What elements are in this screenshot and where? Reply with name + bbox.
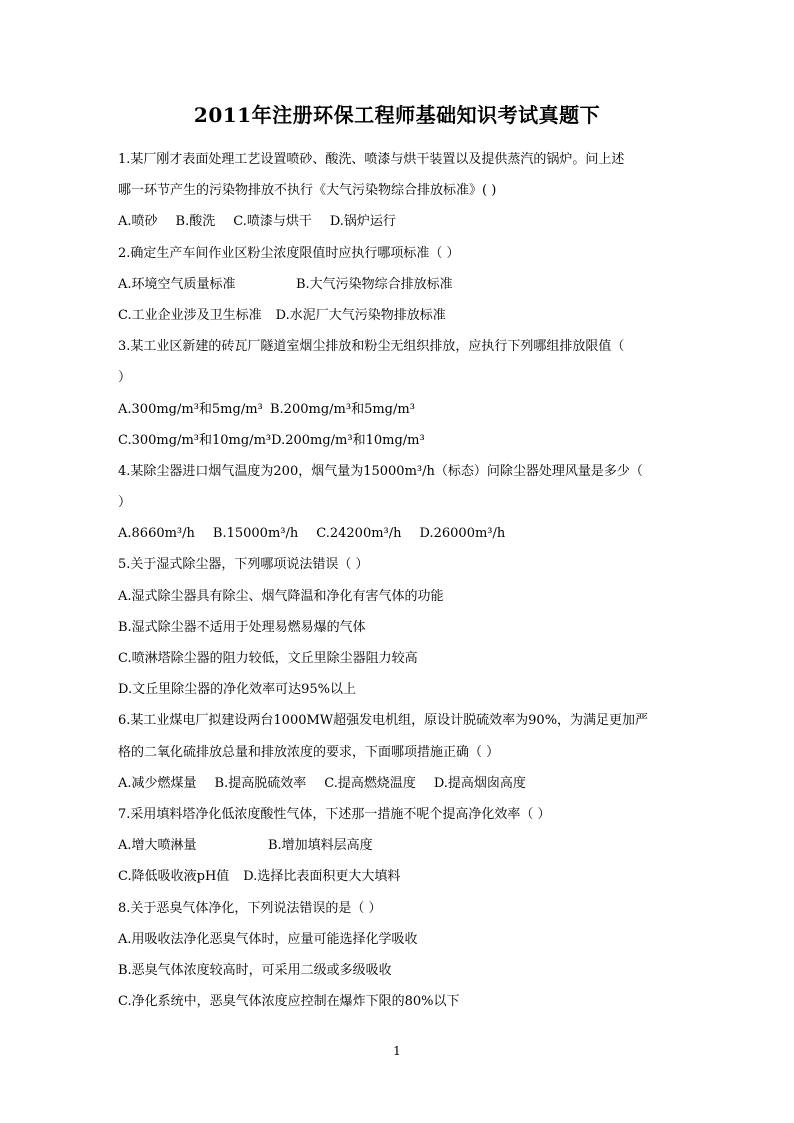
question-7-option-d: D.选择比表面积更大大填料 <box>243 869 401 885</box>
question-3-stem-line2: ） <box>118 370 132 386</box>
question-7-options-row2 <box>118 861 678 892</box>
question-4-option-a: A.8660m³/h <box>118 526 195 542</box>
question-3-stem-line1: 3.某工业区新建的砖瓦厂隧道室烟尘排放和粉尘无组织排放，应执行下列哪组排放限值（ <box>118 339 625 355</box>
question-4-option-c: C.24200m³/h <box>316 526 402 542</box>
question-6-options <box>118 768 678 799</box>
question-3-option-d: D.200mg/m³和10mg/m³ <box>271 432 425 448</box>
question-5-option-b: B.湿式除尘器不适用于处理易燃易爆的气体 <box>118 619 366 635</box>
question-1-option-a: A.喷砂 <box>118 214 158 230</box>
question-2-option-d: D.水泥厂大气污染物排放标准 <box>275 307 446 323</box>
question-4-stem-line2: ） <box>118 495 132 511</box>
question-8-stem: 8.关于恶臭气体净化，下列说法错误的是（ ） <box>118 900 382 916</box>
question-2-stem: 2.确定生产车间作业区粉尘浓度限值时应执行哪项标准（ ） <box>118 245 460 261</box>
question-4-stem-line1: 4.某除尘器进口烟气温度为200，烟气量为15000m³/h（标态）问除尘器处理风量是多少（ <box>118 463 643 479</box>
question-7-options-row1 <box>118 830 678 861</box>
question-6-stem-line1: 6.某工业煤电厂拟建设两台1000MW超强发电机组，原设计脱硫效率为90%，为满足更加严 <box>118 713 649 729</box>
question-7-option-b: B.增加填料层高度 <box>268 838 373 854</box>
question-5-option-d: D.文丘里除尘器的净化效率可达95%以上 <box>118 682 356 698</box>
question-7-option-c: C.降低吸收液pH值 <box>118 869 230 885</box>
question-2-options-row1 <box>118 269 678 300</box>
question-list <box>118 144 678 1017</box>
question-2-options-row2 <box>118 300 678 331</box>
question-6-option-d: D.提高烟囱高度 <box>433 775 526 791</box>
page-title: 2011年注册环保工程师基础知识考试真题下 <box>193 103 601 127</box>
question-3-option-c: C.300mg/m³和10mg/m³ <box>118 432 272 448</box>
question-8-option-c: C.净化系统中，恶臭气体浓度应控制在爆炸下限的80%以下 <box>118 994 460 1010</box>
question-5-option-a: A.湿式除尘器具有除尘、烟气降温和净化有害气体的功能 <box>118 588 444 604</box>
question-1-option-c: C.喷漆与烘干 <box>233 214 312 230</box>
question-4-option-b: B.15000m³/h <box>212 526 299 542</box>
question-7-stem: 7.采用填料塔净化低浓度酸性气体，下述那一措施不呢个提高净化效率（ ） <box>118 806 551 822</box>
question-3-options-row2 <box>118 425 678 456</box>
question-8-option-a: A.用吸收法净化恶臭气体时，应量可能选择化学吸收 <box>118 931 418 947</box>
question-4-options <box>118 518 678 549</box>
question-3-options-row1 <box>118 394 678 425</box>
question-6-option-a: A.减少燃煤量 <box>118 775 197 791</box>
question-1-stem-line2: 哪一环节产生的污染物排放不执行《大气污染物综合排放标准》( ) <box>118 183 497 199</box>
question-2-option-b: B.大气污染物综合排放标准 <box>296 276 453 292</box>
question-2-option-c: C.工业企业涉及卫生标准 <box>118 307 262 323</box>
question-1-option-d: D.锅炉运行 <box>329 214 396 230</box>
question-5-stem: 5.关于湿式除尘器，下列哪项说法错误（ ） <box>118 557 369 573</box>
question-1-options <box>118 206 678 237</box>
question-4-option-d: D.26000m³/h <box>419 526 506 542</box>
question-6-option-b: B.提高脱硫效率 <box>214 775 307 791</box>
question-6-stem-line2: 格的二氧化硫排放总量和排放浓度的要求，下面哪项措施正确（ ） <box>118 744 500 760</box>
question-8-option-b: B.恶臭气体浓度较高时，可采用二级或多级吸收 <box>118 962 392 978</box>
page-number: 1 <box>393 1044 401 1058</box>
question-1-stem-line1: 1.某厂刚才表面处理工艺设置喷砂、酸洗、喷漆与烘干装置以及提供蒸汽的锅炉。问上述 <box>118 152 625 167</box>
question-3-option-a: A.300mg/m³和5mg/m³ <box>118 401 263 417</box>
question-1-option-b: B.酸洗 <box>175 214 216 230</box>
question-6-option-c: C.提高燃烧温度 <box>324 775 416 791</box>
question-3-option-b: B.200mg/m³和5mg/m³ <box>270 401 415 417</box>
question-5-option-c: C.喷淋塔除尘器的阻力较低，文丘里除尘器阻力较高 <box>118 651 418 666</box>
question-2-option-a: A.环境空气质量标准 <box>118 276 236 292</box>
question-7-option-a: A.增大喷淋量 <box>118 838 197 854</box>
